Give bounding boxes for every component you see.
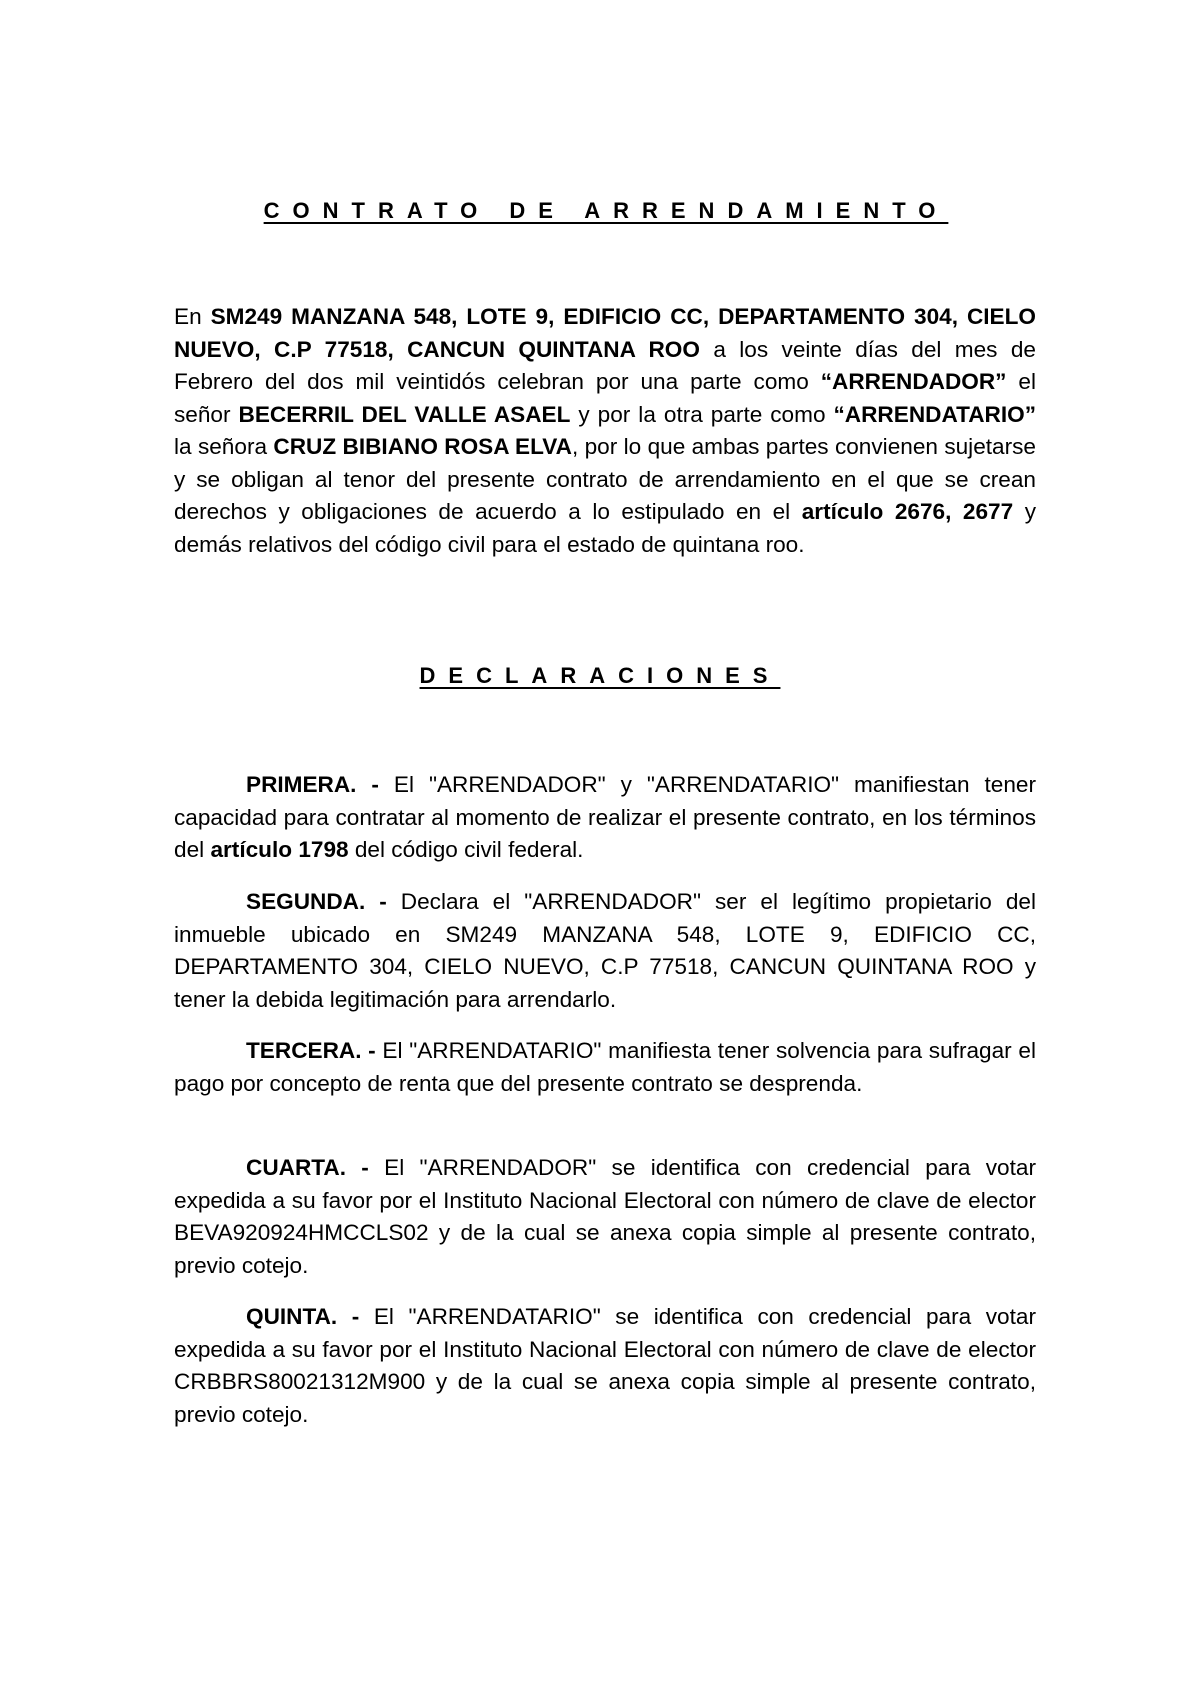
arrendatario-name: CRUZ BIBIANO ROSA ELVA xyxy=(273,434,572,459)
clause-segunda xyxy=(174,886,1036,1016)
articles-reference: artículo 2676, 2677 xyxy=(801,499,1014,524)
clause-heading: CUARTA. - xyxy=(246,1155,369,1180)
intro-text-4: y por la otra parte como xyxy=(570,401,834,427)
property-address: SM249 MANZANA 548, LOTE 9, EDIFICIO CC, DEPARTAMENTO 304, CIELO NUEVO, C.P 77518, CANCUN QUINTANA ROO xyxy=(174,304,1036,362)
intro-paragraph xyxy=(174,301,1036,561)
arrendador-label: “ARRENDADOR” xyxy=(820,369,1007,394)
clause-text: Declara el "ARRENDADOR" ser el legítimo propietario del inmueble ubicado en SM249 MANZANA 548, LOTE 9, EDIFICIO CC, DEPARTAMENTO 304, CIELO NUEVO, C.P 77518, CANCUN QUINTANA ROO y tener la debida legitimación para arrendarlo. xyxy=(174,889,1037,1012)
clause-text: El "ARRENDADOR" y "ARRENDATARIO" manifiestan tener capacidad para contratar al momento de realizar el presente contrato, en los términos del xyxy=(174,772,1037,862)
clause-heading: TERCERA. - xyxy=(246,1038,376,1063)
clause-text-end: del código civil federal. xyxy=(348,837,584,862)
intro-text-1: En xyxy=(174,304,211,329)
clause-tercera xyxy=(174,1035,1036,1100)
intro-text-2: a los veinte días del mes de Febrero del dos mil veintidós celebran por una parte como xyxy=(174,336,1036,394)
clause-heading: SEGUNDA. - xyxy=(246,889,387,914)
contract-title: CONTRATO DE ARRENDAMIENTO xyxy=(263,198,949,223)
clause-text: El "ARRENDADOR" se identifica con credencial para votar expedida a su favor por el Instituto Nacional Electoral con número de clave de elector BEVA920924HMCCLS02 y de la cual se anexa copia simple al presente contrato, previo cotejo. xyxy=(174,1155,1036,1278)
clause-primera xyxy=(174,769,1036,867)
arrendador-name: BECERRIL DEL VALLE ASAEL xyxy=(238,401,571,427)
article-reference: artículo 1798 xyxy=(210,837,349,862)
clause-heading: QUINTA. - xyxy=(246,1304,360,1329)
intro-text-6: , por lo que ambas partes convienen sujetarse y se obligan al tenor del presente contrato de arrendamiento en el que se crean derechos y obligaciones de acuerdo a lo estipulado en el xyxy=(174,434,1036,524)
clause-heading: PRIMERA. - xyxy=(246,772,379,797)
clause-text: El "ARRENDATARIO" manifiesta tener solvencia para sufragar el pago por concepto de renta que del presente contrato se desprenda. xyxy=(174,1038,1036,1096)
declaraciones-title: DECLARACIONES xyxy=(419,663,781,688)
intro-text-3: el señor xyxy=(174,369,1036,427)
intro-text-7: y demás relativos del código civil para el estado de quintana roo. xyxy=(174,499,1037,557)
intro-text-5: la señora xyxy=(174,434,274,459)
clause-quinta xyxy=(174,1301,1036,1431)
arrendatario-label: “ARRENDATARIO” xyxy=(833,401,1036,427)
clause-text: El "ARRENDATARIO" se identifica con credencial para votar expedida a su favor por el Instituto Nacional Electoral con número de clave de elector CRBBRS80021312M900 y de la cual se anexa copia simple al presente contrato, previo cotejo. xyxy=(174,1304,1036,1427)
clause-cuarta xyxy=(174,1152,1036,1282)
